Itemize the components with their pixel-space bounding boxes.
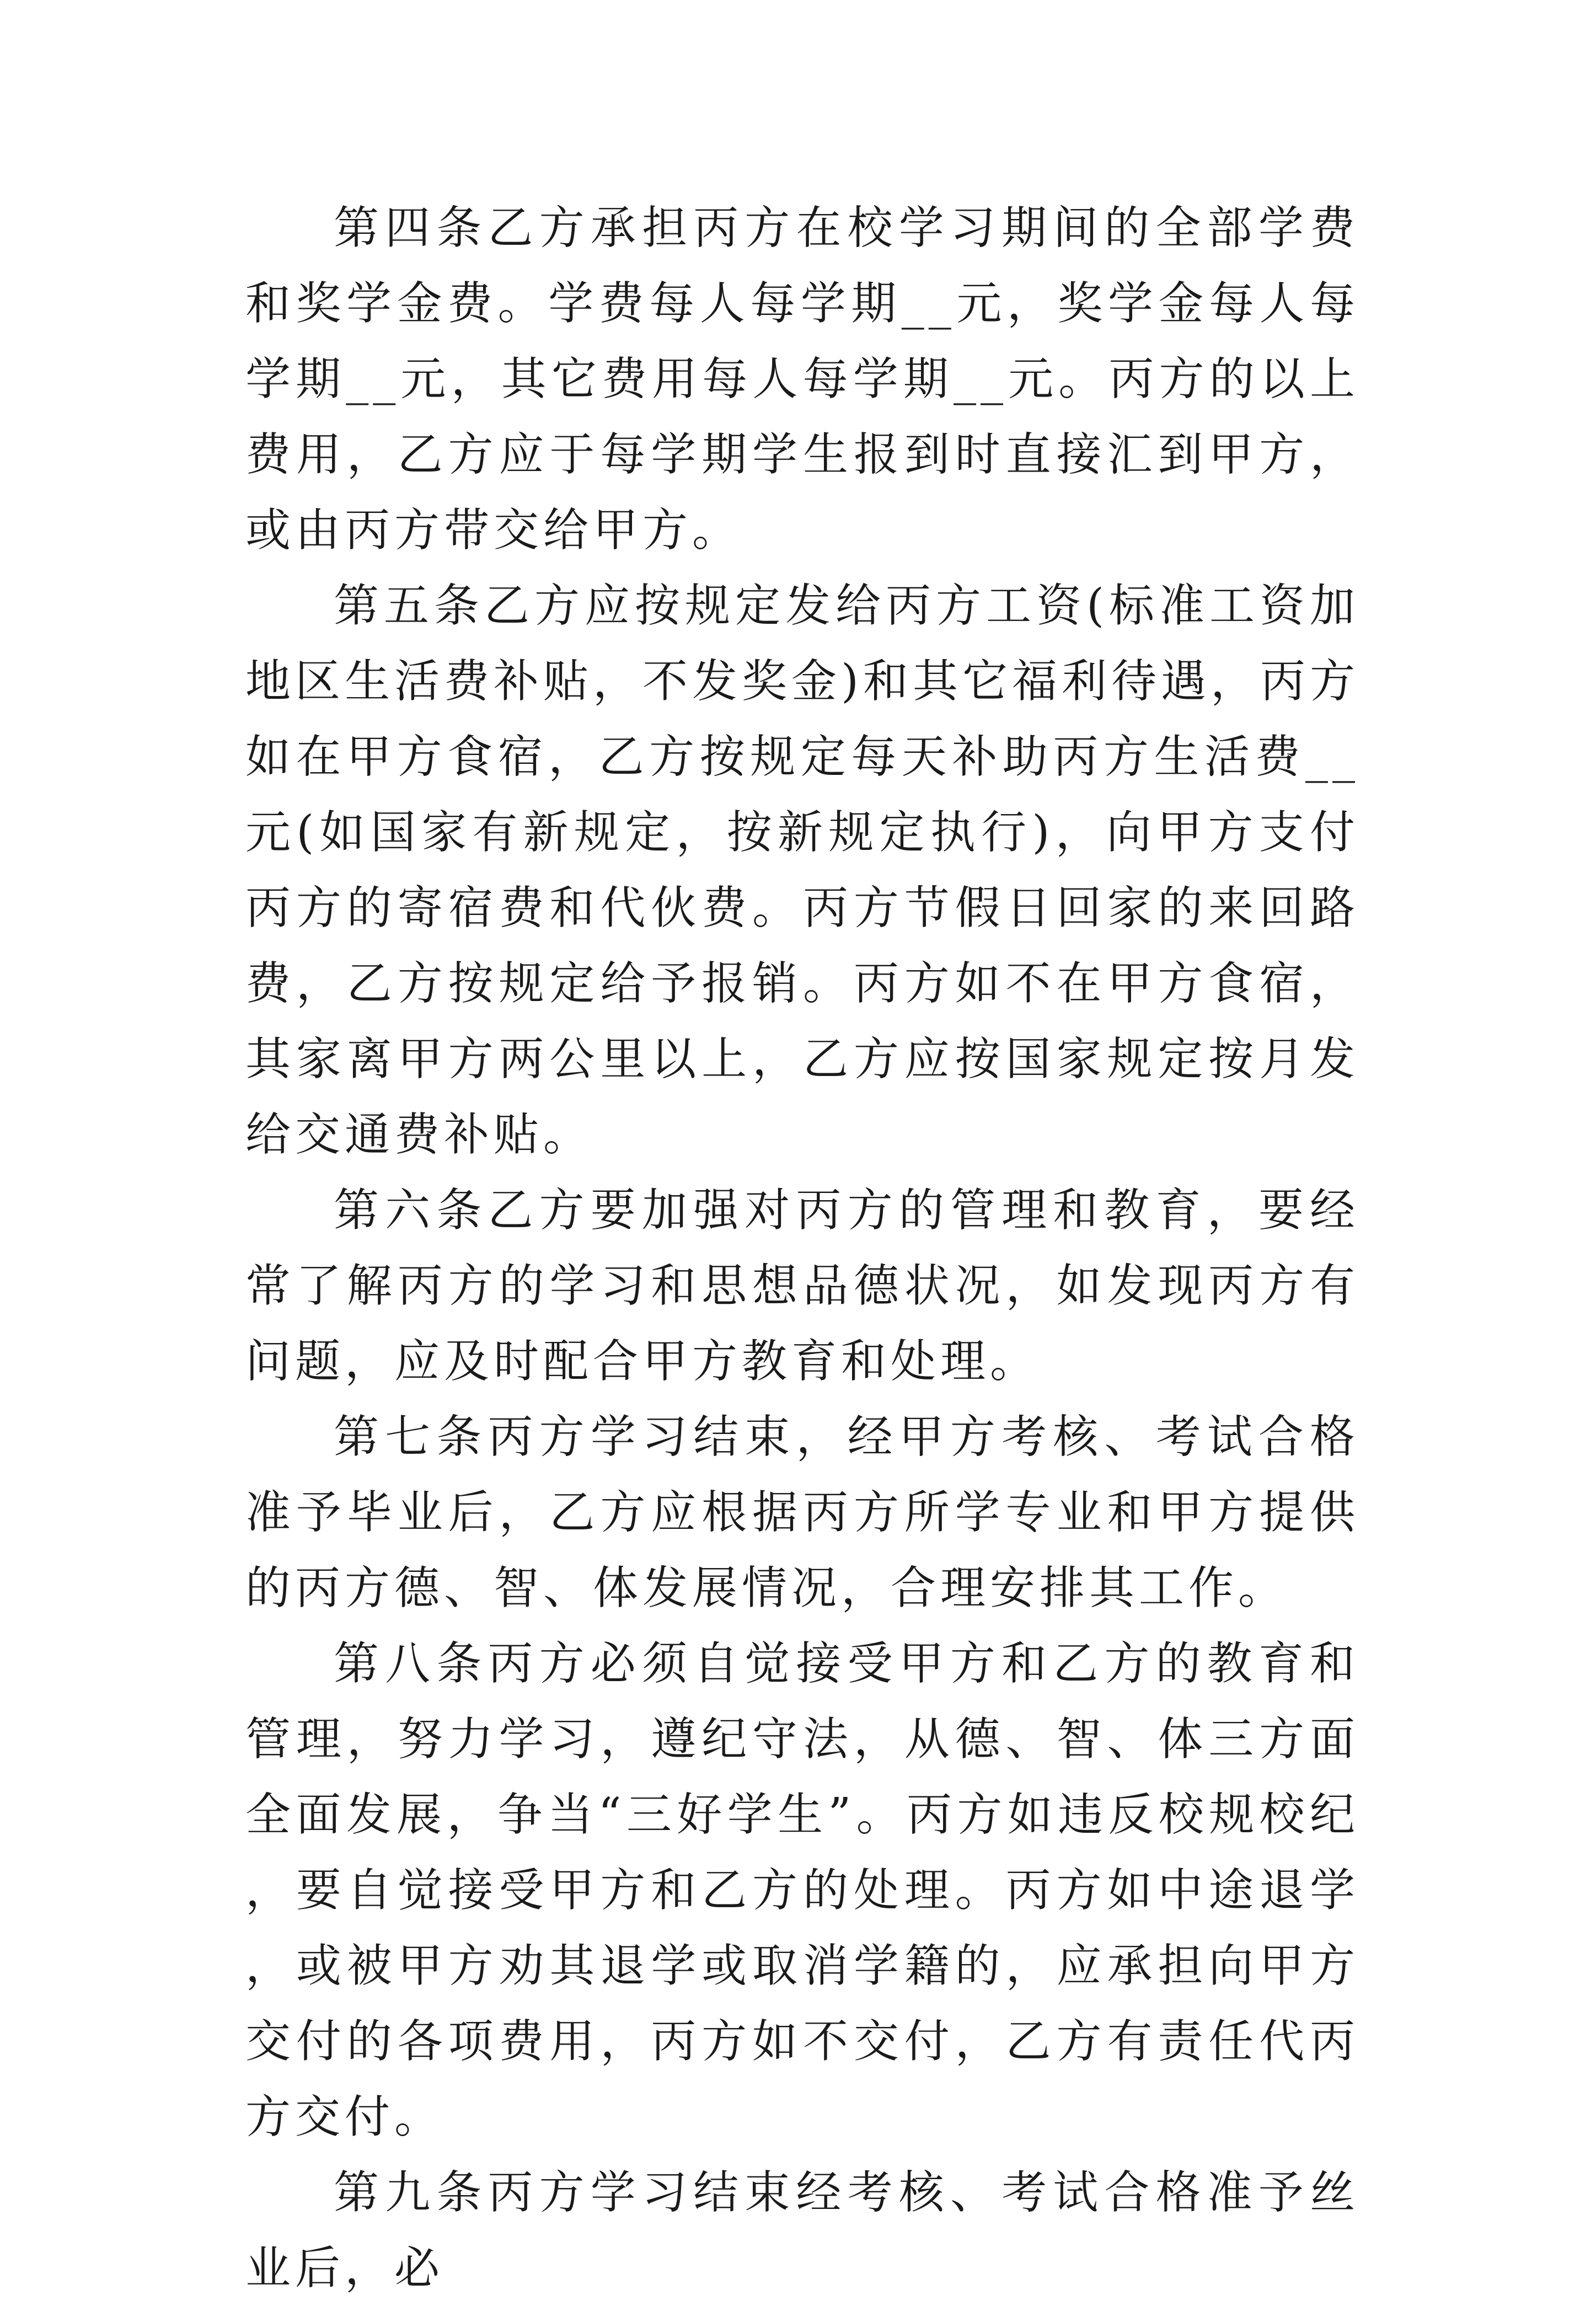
article-5-paragraph: 第五条乙方应按规定发给丙方工资(标准工资加地区生活费补贴，不发奖金)和其它福利待遇，丙方如在甲方食宿，乙方按规定每天补助丙方生活费__元(如国家有新规定，按新规定执行)，向甲方支付丙方的寄宿费和代伙费。丙方节假日回家的来回路费，乙方按规定给予报销。丙方如不在甲方食宿，其家离甲方两公里以上，乙方应按国家规定按月发给交通费补贴。 [245, 580, 1359, 1161]
article-6-paragraph: 第六条乙方要加强对丙方的管理和教育，要经常了解丙方的学习和思想品德状况，如发现丙方有问题，应及时配合甲方教育和处理。 [245, 1184, 1359, 1388]
article-8-paragraph: 第八条丙方必须自觉接受甲方和乙方的教育和管理，努力学习，遵纪守法，从德、智、体三方面全面发展，争当“三好学生”。丙方如违反校规校纪，要自觉接受甲方和乙方的处理。丙方如中途退学，或被甲方劝其退学或取消学籍的，应承担向甲方交付的各项费用，丙方如不交付，乙方有责任代丙方交付。 [245, 1638, 1359, 2143]
article-4-paragraph: 第四条乙方承担丙方在校学习期间的全部学费和奖学金费。学费每人每学期__元，奖学金每人每学期__元，其它费用每人每学期__元。丙方的以上费用，乙方应于每学期学生报到时直接汇到甲方，或由丙方带交给甲方。 [245, 202, 1359, 557]
article-7-paragraph: 第七条丙方学习结束，经甲方考核、考试合格准予毕业后，乙方应根据丙方所学专业和甲方提供的丙方德、智、体发展情况，合理安排其工作。 [245, 1411, 1359, 1614]
article-9-paragraph: 第九条丙方学习结束经考核、考试合格准予丝业后，必 [245, 2166, 1359, 2294]
document-body [245, 190, 1359, 2306]
